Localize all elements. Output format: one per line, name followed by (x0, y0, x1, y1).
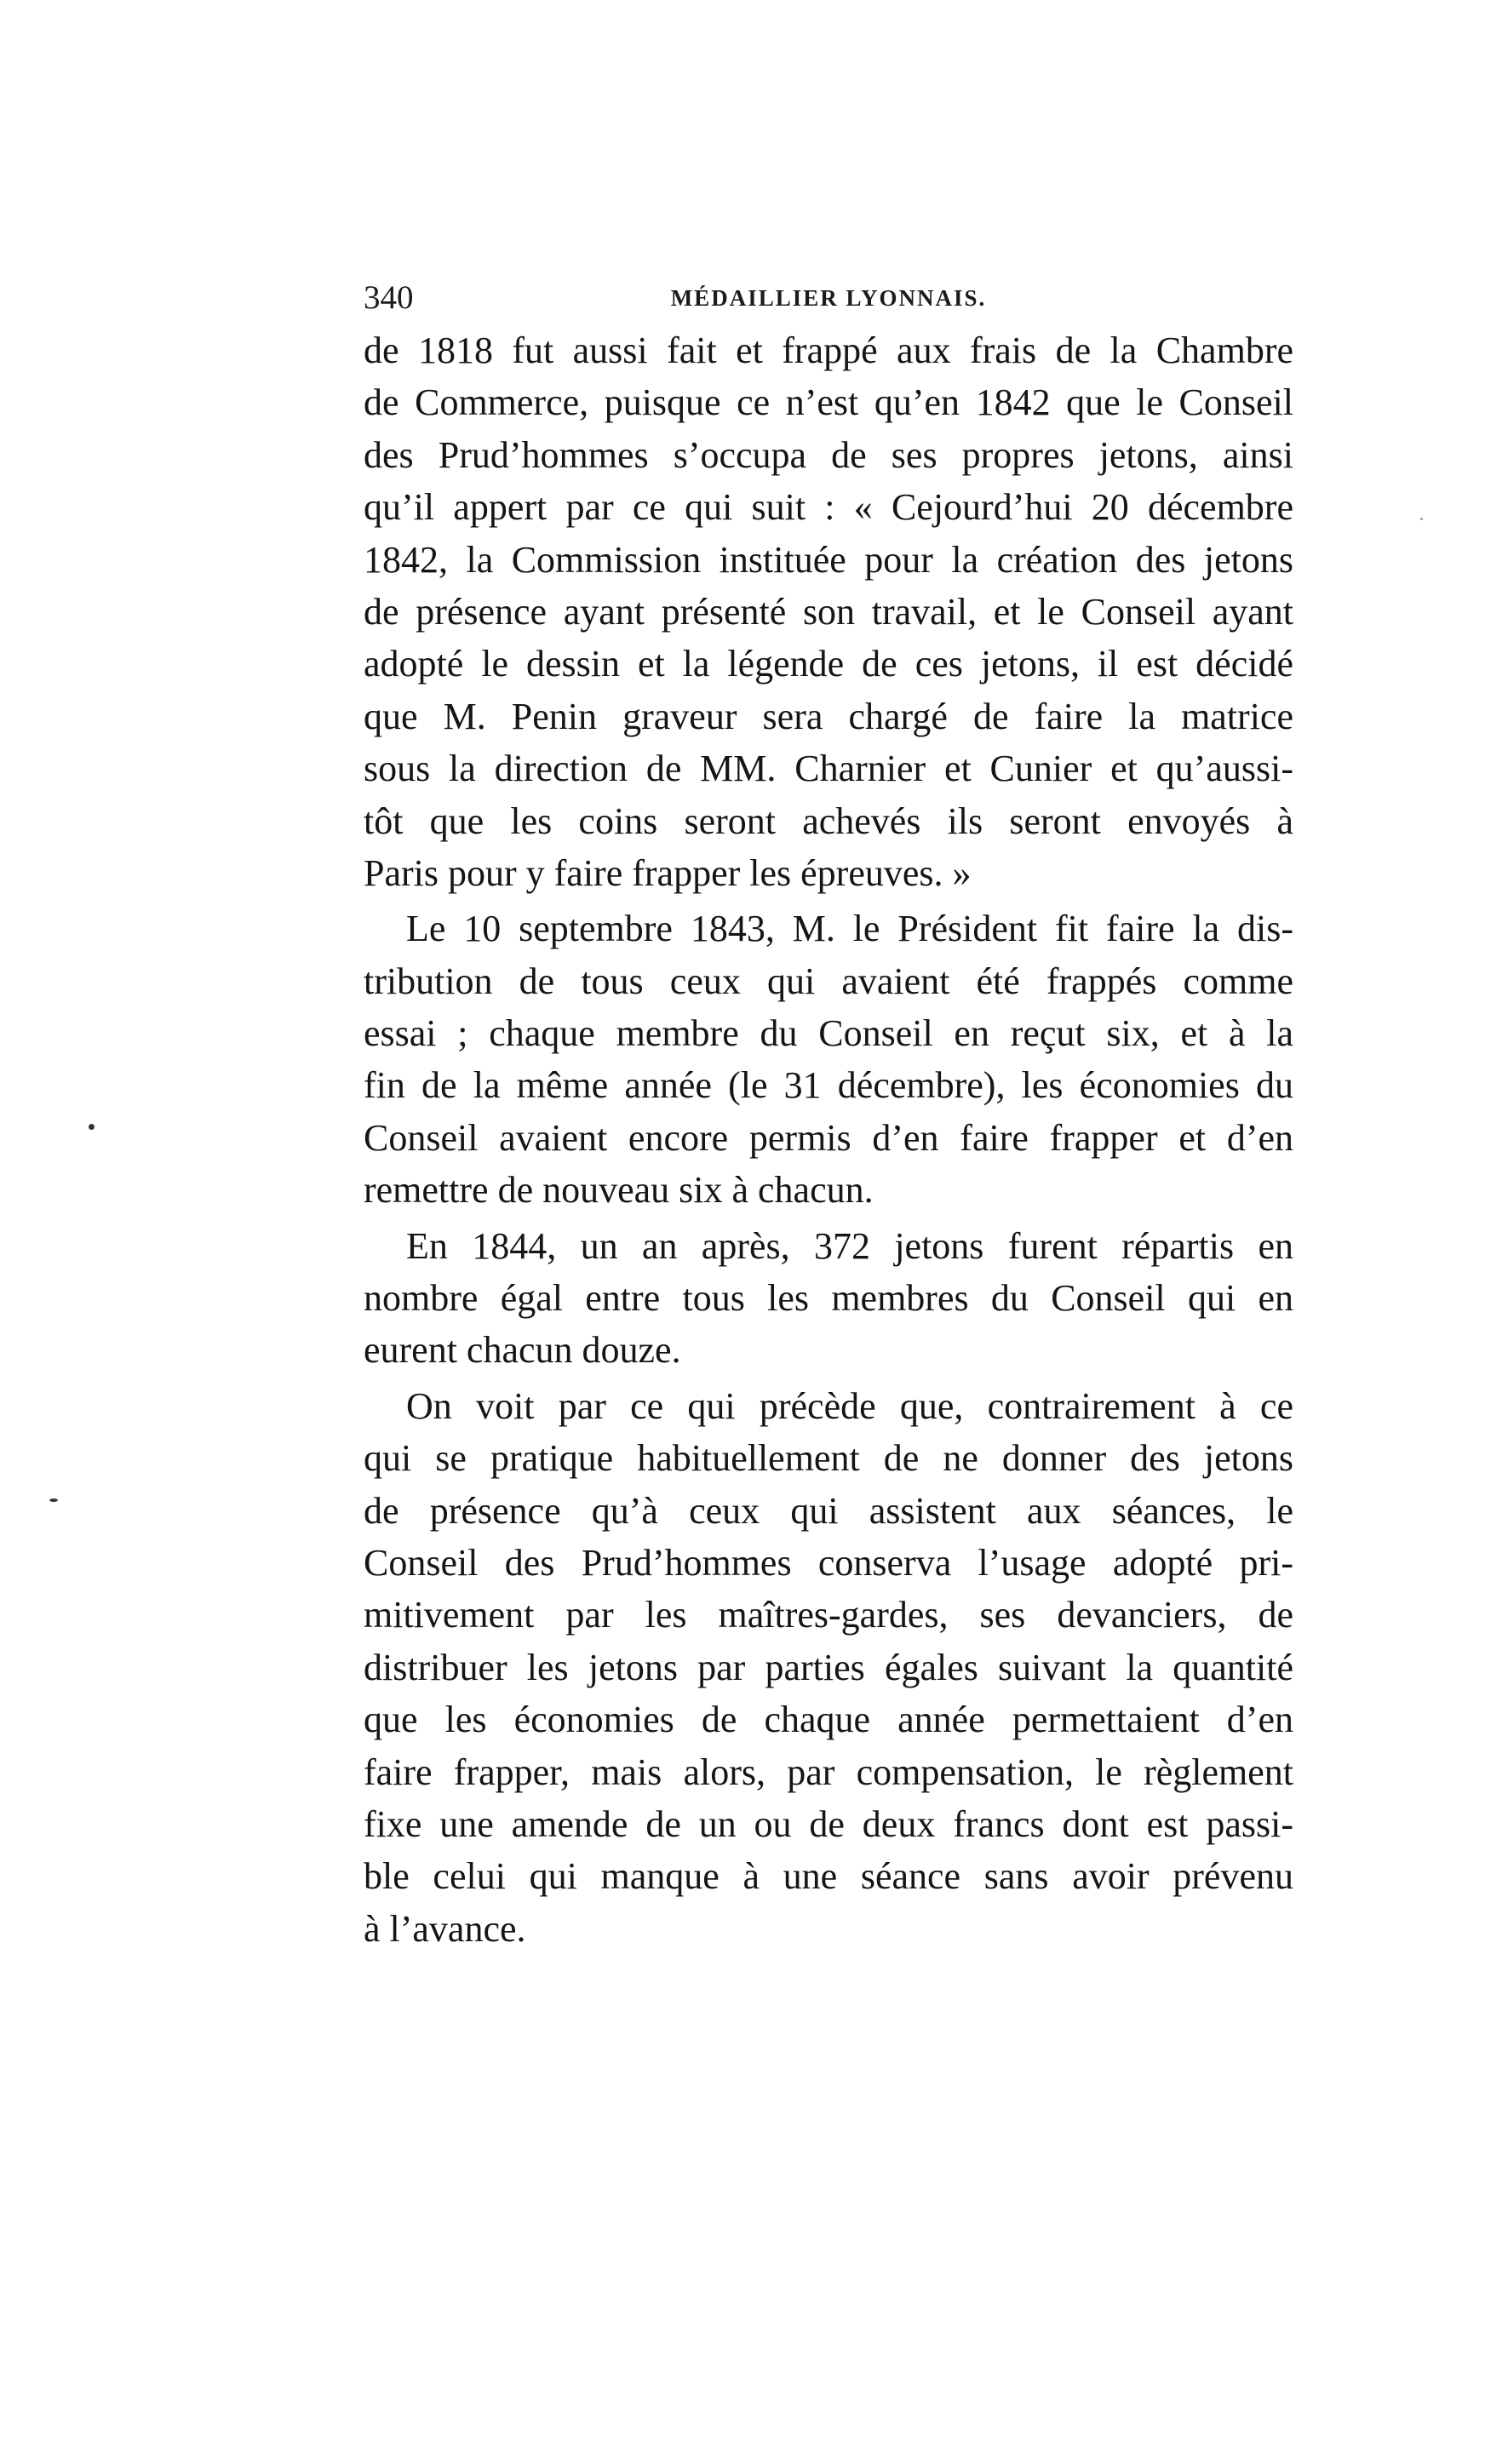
text-line: En 1844, un an après, 372 jetons furent répartis en (406, 1224, 1293, 1267)
print-speck (49, 1498, 58, 1502)
text-line: qui se pratique habituellement de ne donner des jetons (364, 1437, 1293, 1480)
text-line: à l’avance. (364, 1907, 526, 1950)
text-line: eurent chacun douze. (364, 1329, 681, 1372)
text-line: tribution de tous ceux qui avaient été frappés comme (364, 960, 1293, 1002)
paragraph-1 (364, 324, 1293, 899)
text-line: ble celui qui manque à une séance sans avoir prévenu (364, 1855, 1293, 1898)
text-line: de 1818 fut aussi fait et frappé aux frais de la Chambre (364, 329, 1293, 371)
text-line: des Prud’hommes s’occupa de ses propres jetons, ainsi (364, 433, 1293, 476)
text-line: Conseil avaient encore permis d’en faire frapper et d’en (364, 1116, 1293, 1159)
text-line: qu’il appert par ce qui suit : « Cejourd’hui 20 décembre (364, 486, 1293, 529)
paragraph-4 (364, 1380, 1293, 1955)
text-line: essai ; chaque membre du Conseil en reçut six, et à la (364, 1012, 1293, 1055)
text-line: fixe une amende de un ou de deux francs dont est passi- (364, 1802, 1293, 1845)
page-header (364, 279, 1293, 317)
text-line: sous la direction de MM. Charnier et Cunier et qu’aussi- (364, 748, 1293, 790)
text-line: fin de la même année (le 31 décembre), les économies du (364, 1064, 1293, 1107)
text-line: de Commerce, puisque ce n’est qu’en 1842 que le Conseil (364, 381, 1293, 424)
text-line: adopté le dessin et la légende de ces jetons, il est décidé (364, 643, 1293, 685)
text-line: que M. Penin graveur sera chargé de faire la matrice (364, 695, 1293, 737)
text-line: On voit par ce qui précède que, contrairement à ce (406, 1384, 1293, 1427)
print-speck (1420, 518, 1423, 520)
print-speck (89, 1124, 95, 1130)
text-line: Paris pour y faire frapper les épreuves. » (364, 851, 972, 894)
text-line: de présence ayant présenté son travail, et le Conseil ayant (364, 590, 1293, 633)
text-line: Le 10 septembre 1843, M. le Président fit faire la dis- (406, 908, 1293, 950)
text-line: 1842, la Commission instituée pour la création des jetons (364, 538, 1293, 581)
text-line: distribuer les jetons par parties égales suivant la quantité (364, 1646, 1293, 1688)
page-number: 340 (364, 279, 414, 316)
text-line: remettre de nouveau six à chacun. (364, 1169, 874, 1212)
text-line: que les économies de chaque année permettaient d’en (364, 1699, 1293, 1741)
running-title: MÉDAILLIER LYONNAIS. (670, 285, 987, 311)
text-line: nombre égal entre tous les membres du Conseil qui en (364, 1277, 1293, 1320)
text-line: Conseil des Prud’hommes conserva l’usage adopté pri- (364, 1541, 1293, 1584)
paragraph-2 (364, 903, 1293, 1216)
paragraph-3 (364, 1220, 1293, 1377)
text-line: de présence qu’à ceux qui assistent aux séances, le (364, 1489, 1293, 1532)
body-text (364, 324, 1293, 1955)
text-line: faire frapper, mais alors, par compensation, le règlement (364, 1751, 1293, 1793)
text-line: mitivement par les maîtres-gardes, ses devanciers, de (364, 1594, 1293, 1636)
text-line: tôt que les coins seront achevés ils seront envoyés à (364, 799, 1293, 842)
